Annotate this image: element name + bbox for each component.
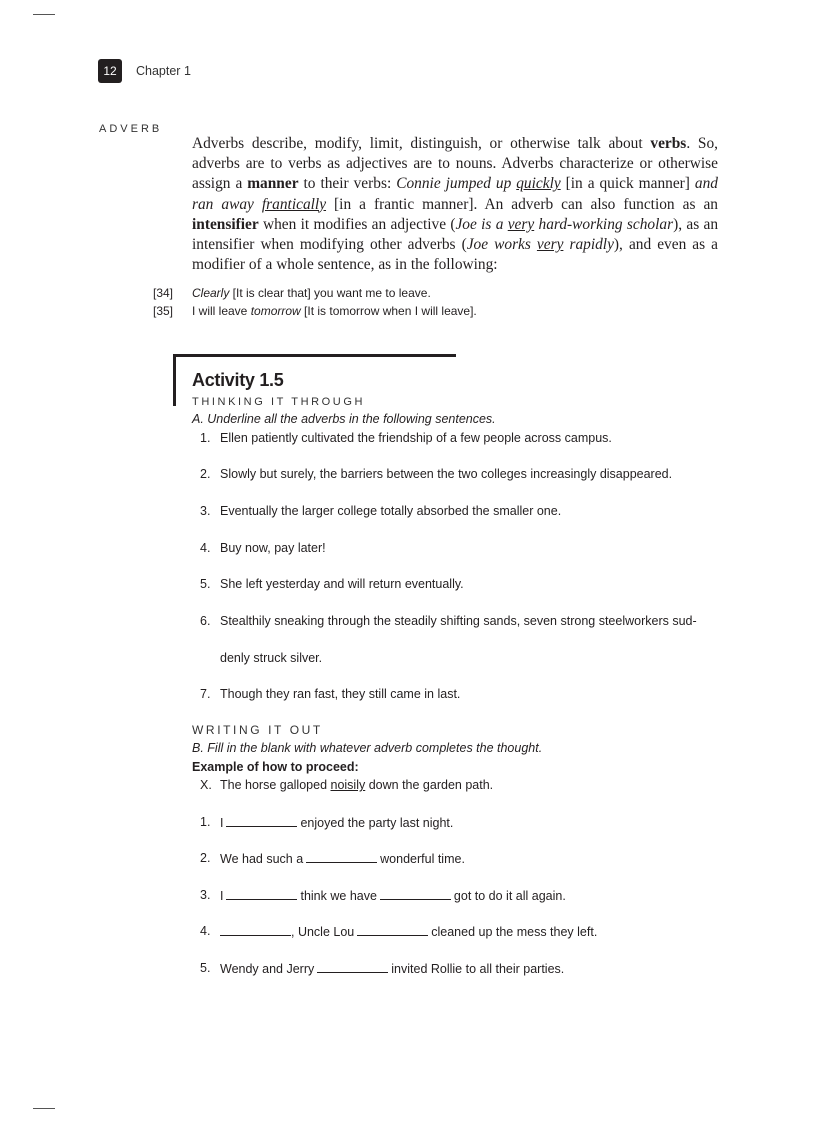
example-text: I will leave tomorrow [It is tomorrow when I will leave]. [192, 304, 477, 318]
blank-field[interactable] [306, 851, 377, 863]
part-a-instruction: A. Underline all the adverbs in the following sentences. [192, 412, 496, 426]
intro-paragraph: Adverbs describe, modify, limit, distinguish, or otherwise talk about verbs. So, adverbs are to verbs as adjectives are to nouns. Adverbs characterize or otherwise assign a manner to their verbs: Connie jumped up quickly [in a quick manner] and ran away frantically [in a frantic manner]. An adverb can also function as an intensifier when it modifies an adjective (Joe is a very hard-working scholar), as an intensifier when modifying other adverbs (Joe works very rapidly), and even as a modifier of a whole sentence, as in the following: [192, 135, 719, 274]
blank-field[interactable] [226, 888, 297, 900]
blank-field[interactable] [380, 888, 451, 900]
blank-field[interactable] [226, 815, 297, 827]
part-b-heading: WRITING IT OUT [192, 723, 323, 737]
blank-field[interactable] [220, 924, 291, 936]
part-a-heading: THINKING IT THROUGH [192, 396, 366, 408]
blank-field[interactable] [357, 924, 428, 936]
example-number: [35] [153, 304, 174, 318]
example-heading: Example of how to proceed: [192, 760, 359, 774]
crop-mark [33, 14, 55, 15]
part-b-instruction: B. Fill in the blank with whatever adverb completes the thought. [192, 741, 543, 755]
blank-field[interactable] [317, 961, 388, 973]
example-text: Clearly [It is clear that] you want me to leave. [192, 286, 431, 300]
activity-title: Activity 1.5 [192, 370, 284, 390]
activity-box-rule [173, 354, 176, 406]
activity-box-rule [173, 354, 456, 357]
example-number: [34] [153, 286, 174, 300]
section-label: ADVERB [99, 123, 163, 135]
page-number: 12 [98, 59, 122, 83]
crop-mark [33, 1108, 55, 1109]
chapter-label: Chapter 1 [136, 64, 191, 78]
